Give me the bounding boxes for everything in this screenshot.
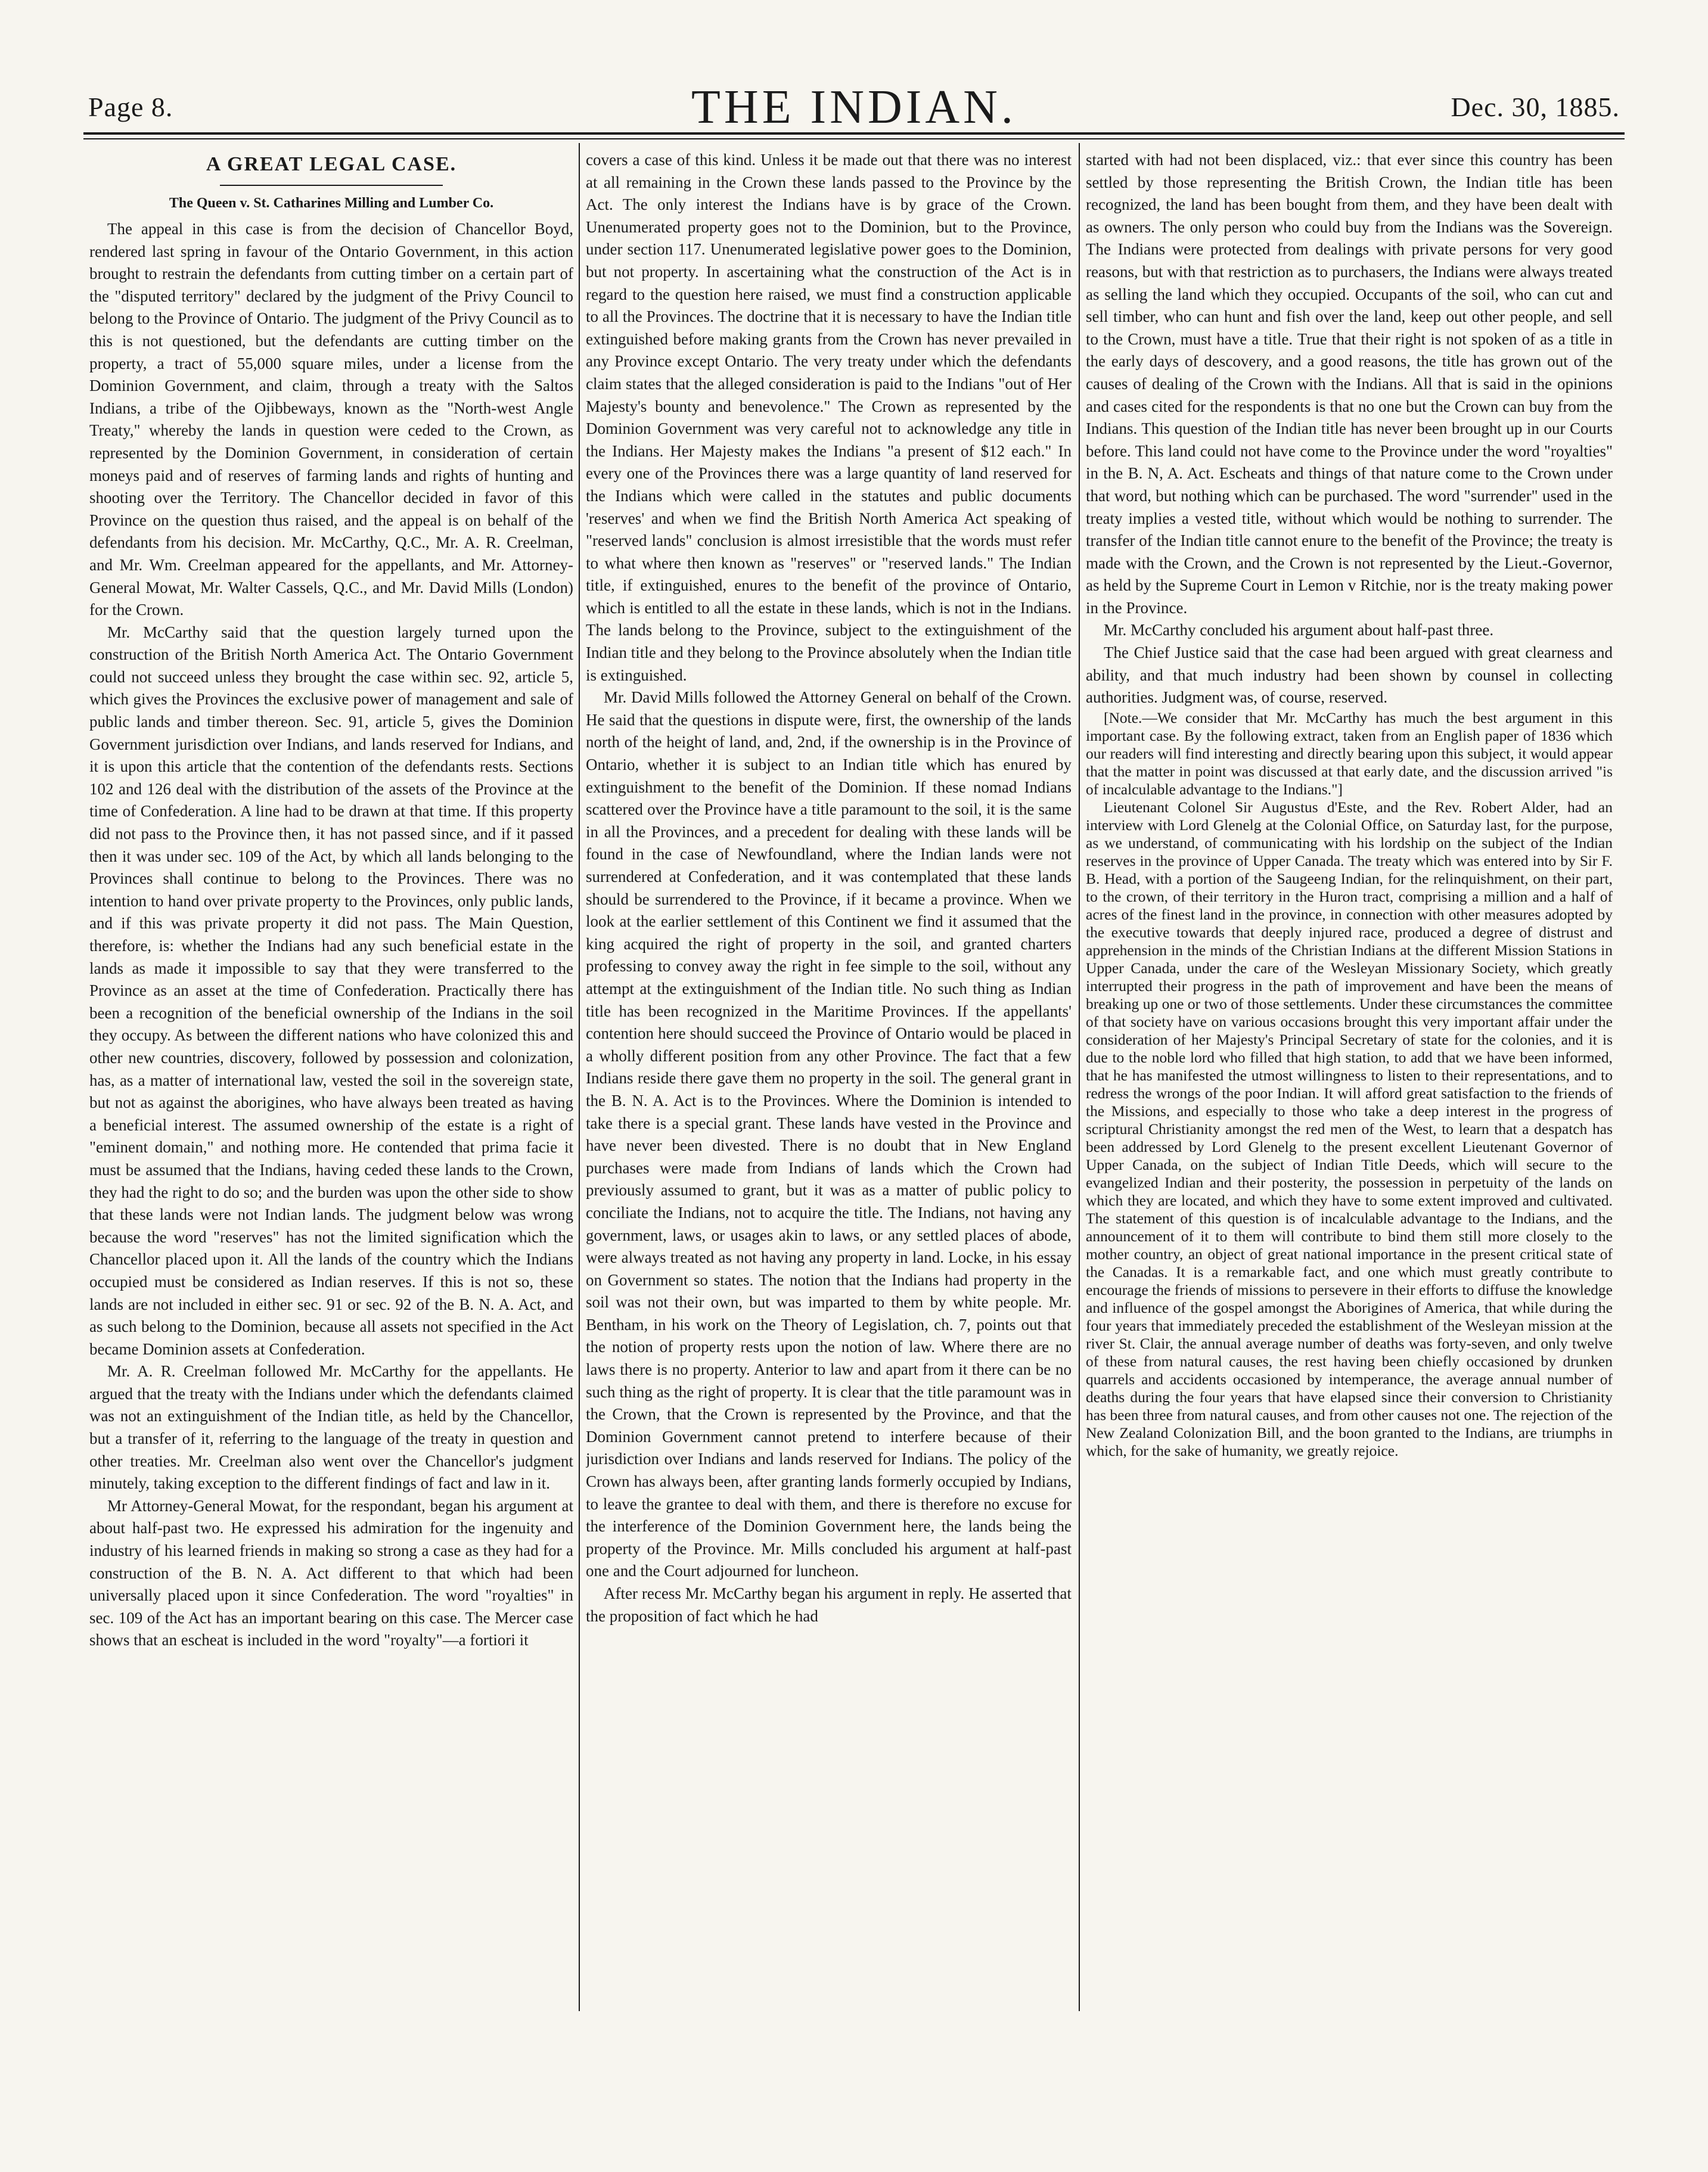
masthead-rule [83, 132, 1625, 135]
editor-note: [Note.—We consider that Mr. McCarthy has much the best argument in this important case. By the following extract, taken from an English paper of 1836 which our readers will find interesting and directly bearing upon this subject, it would appear that the matter in point was discussed at that early date, and the discussion arrived "is of incalculable advantage to the Indians."] [1086, 709, 1613, 798]
article-subhead: The Queen v. St. Catharines Milling and Lumber Co. [169, 195, 494, 211]
column-3 [1086, 149, 1613, 2002]
paragraph: After recess Mr. McCarthy began his argument in reply. He asserted that the proposition of fact which he had [586, 1584, 1072, 1625]
extract-paragraph: Lieutenant Colonel Sir Augustus d'Este, and the Rev. Robert Alder, had an interview with Lord Glenelg at the Colonial Office, on Saturday last, for the purpose, as we understand, of communicating with his lordship on the subject of the Indian reserves in the province of Upper Canada. The treaty which was entered into by Sir F. B. Head, with a portion of the Saugeeng Indian, for the relinquishment, on their part, to the crown, of their territory in the Huron tract, comprising a million and a half of acres of the finest land in the province, in connection with other measures adopted by the executive towards that deeply injured race, produced a degree of distrust and apprehension in the minds of the Christian Indians at the different Mission Stations in Upper Canada, under the care of the Wesleyan Missionary Society, which greatly interrupted their progress in the path of improvement and have been the means of breaking up one or two of those settlements. Under these circumstances the committee of that society have on various occasions brought this very important affair under the consideration of her Majesty's Principal Secretary of state for the colonies, and it is due to the noble lord who filled that high station, to add that we have been informed, that he has manifested the utmost willingness to listen to their representations, and to redress the wrongs of the poor Indian. It will afford great satisfaction to the friends of the Missions, and especially to those who take a deep interest in the progress of scriptural Christianity amongst the red men of the West, to learn that a despatch has been addressed by Lord Glenelg to the present excellent Lieutenant Governor of Upper Canada, on the subject of Indian Title Deeds, which will secure to the evangelized Indian and their posterity, the possession in perpetuity of the lands on which they are located, and which they have to some extent improved and cultivated. The statement of this question is of incalculable advantage to the Indians, and the announcement of it to them will contribute to bind them still more closely to the mother country, an object of great national importance in the present critical state of the Canadas. It is a remarkable fact, and one which must greatly contribute to encourage the friends of missions to persevere in their efforts to diffuse the knowledge and influence of the gospel amongst the Aborigines of America, that while during the four years that immediately preceded the establishment of the Wesleyan mission at the river St. Clair, the annual average number of deaths was forty-seven, and only twelve of these from natural causes, the rest having been chiefly occasioned by drunken quarrels and accidents occasioned by intemperance, the average annual number of deaths during the four years that have elapsed since their conversion to Christianity has been three from natural causes, and from other causes not one. The rejection of the New Zealand Colonization Bill, and the boon granted to the Indians, are triumphs in which, for the sake of humanity, we greatly rejoice. [1086, 798, 1613, 1459]
headline-rule [220, 185, 443, 186]
masthead-rule-thin [83, 138, 1625, 139]
paragraph: The appeal in this case is from the decision of Chancellor Boyd, rendered last spring in favour of the Ontario Government, in this action brought to restrain the defendants from cutting timber on a certain part of the "disputed territory" declared by the judgment of the Privy Council to belong to the Province of Ontario. The judgment of the Privy Council as to this is not questioned, but the defendants are cutting timber on the property, a tract of 55,000 square miles, under a license from the Dominion Government, and claim, through a treaty with the Saltos Indians, a tribe of the Ojibbeways, known as the "North-west Angle Treaty," whereby the lands in question were ceded to the Crown, as represented by the Dominion Government, in consideration of certain moneys paid and of reserves of farming lands and rights of hunting and shooting over the Territory. The Chancellor decided in favor of this Province on the question thus raised, and the appeal is on behalf of the defendants from his decision. Mr. McCarthy, Q.C., Mr. A. R. Creelman, and Mr. Wm. Creelman appeared for the appellants, and Mr. Attorney-General Mowat, Mr. Walter Cassels, Q.C., and Mr. David Mills (London) for the Crown. [89, 220, 573, 619]
masthead [83, 80, 1625, 133]
issue-date: Dec. 30, 1885. [1451, 92, 1620, 122]
paragraph: The Chief Justice said that the case had been argued with great clearness and ability, and that much industry had been shown by counsel in collecting authorities. Judgment was, of course, reserved. [1086, 644, 1613, 707]
paragraph: Mr. David Mills followed the Attorney General on behalf of the Crown. He said that the questions in dispute were, first, the ownership of the lands north of the height of land, and, 2nd, if the ownership is in the Province of Ontario, whether it is subject to an Indian title which has enured by extinguishment to the benefit of the Dominion. If these nomad Indians scattered over the Province have a title paramount to the soil, it is the same in all the Provinces, and a precedent for dealing with these lands will be found in the case of Newfoundland, where the Indian lands were not surrendered at Confederation, and it was contemplated that these lands should be surrendered to the Province, if it became a province. When we look at the earlier settlement of this Continent we find it assumed that the king acquired the right of property in the soil, and granted charters professing to convey away the right in fee simple to the soil, without any attempt at the extinguishment of the Indian title. No such thing as Indian title has been recognized in the Maritime Provinces. If the appellants' contention here should succeed the Province of Ontario would be placed in a wholly different position from any other Province. The fact that a few Indians reside there gave them no property in the soil. The general grant in the B. N. A. Act is to the Provinces. Where the Dominion is intended to take there is a special grant. These lands have vested in the Province and have never been divested. There is no doubt that in New England purchases were made from Indians of lands which the Crown had previously assumed to grant, but it was as a matter of public policy to conciliate the Indians, not to acquire the title. The Indians, not having any government, laws, or usages akin to laws, or any settled places of abode, were always treated as not having any property in land. Locke, in his essay on Government so states. The notion that the Indians had property in the soil was not their own, but was imparted to them by white people. Mr. Bentham, in his work on the Theory of Legislation, ch. 7, points out that the notion of property rests upon the notion of law. Where there are no laws there is no property. Anterior to law and apart from it there can be no such thing as the right of property. It is clear that the title paramount was in the Crown, that the Crown is represented by the Province, and that the Dominion Government cannot pretend to interfere because of their jurisdiction over Indians and lands reserved for Indians. The policy of the Crown has always been, after granting lands formerly occupied by Indians, to leave the grantee to deal with them, and there is therefore no excuse for the interference of the Dominion Government here, the lands being the property of the Province. Mr. Mills concluded his argument at half-past one and the Court adjourned for luncheon. [586, 688, 1072, 1580]
paragraph: Mr. A. R. Creelman followed Mr. McCarthy for the appellants. He argued that the treaty with the Indians under which the defendants claimed was not an extinguishment of the Indian title, as held by the Chancellor, but a transfer of it, referring to the language of the treaty in question and other treaties. Mr. Creelman also went over the Chancellor's judgment minutely, taking exception to the different findings of fact and law in it. [89, 1362, 573, 1493]
paragraph: covers a case of this kind. Unless it be made out that there was no interest at all remaining in the Crown these lands passed to the Province by the Act. The only interest the Indians have is by grace of the Crown. Unenumerated property goes not to the Dominion, but to the Province, under section 117. Unenumerated legislative power goes to the Dominion, but not property. In ascertaining what the construction of the Act is in regard to the question here raised, we must find a construction applicable to all the Provinces. The doctrine that it is necessary to have the Indian title extinguished before making grants from the Crown has never prevailed in any Province except Ontario. The very treaty under which the defendants claim states that the alleged consideration is paid to the Indians "out of Her Majesty's bounty and benevolence." The Crown as represented by the Dominion Government was very careful not to acknowledge any title in the Indians. Her Majesty makes the Indians "a present of $12 each." In every one of the Provinces there was a large quantity of land reserved for the Indians which were called in the statutes and public documents 'reserves' and when we find the British North America Act speaking of "reserved lands" conclusion is almost irresistible that the words must refer to what where then known as "reserves" or "reserved lands." The Indian title, if extinguished, enures to the benefit of the province of Ontario, which is entitled to all the estate in these lands, which is not in the Indians. The lands belong to the Province, subject to the extinguishment of the Indian title and they belong to the Province absolutely when the Indian title is extinguished. [586, 151, 1072, 684]
article-headline: A GREAT LEGAL CASE. [206, 153, 457, 175]
paragraph: Mr. McCarthy concluded his argument about half-past three. [1104, 621, 1494, 639]
newspaper-title: THE INDIAN. [691, 81, 1017, 133]
editor-note-extract [1086, 709, 1613, 1460]
column-1 [89, 149, 573, 2002]
paragraph: started with had not been displaced, viz.: that ever since this country has been settled by those representing the British Crown, the Indian title has been recognized, the land has been bought from them, and they have been dealt with as owners. The only person who could buy from the Indians was the Sovereign. The Indians were protected from dealings with private persons for very good reasons, but with that restriction as to purchasers, the Indians were always treated as selling the land which they occupied. Occupants of the soil, who can cut and sell timber, who can hunt and fish over the land, keep out other people, and sell to the Crown, must have a title. True that their right is not spoken of as a title in the early days of descovery, and a good reasons, the title has grown out of the causes of dealing of the Crown with the Indians. All that is said in the opinions and cases cited for the respondents is that no one but the Crown can buy from the Indians. This question of the Indian title has never been brought up in our Courts before. This land could not have come to the Province under the word "royalties" in the B. N, A. Act. Escheats and things of that nature come to the Crown under that word, but nothing which can be purchased. The word "surrender" used in the treaty implies a vested title, without which would be nothing to surrender. The transfer of the Indian title cannot enure to the benefit of the Province; the treaty is made with the Crown, and the Crown is not represented by the Lieut.-Governor, as held by the Supreme Court in Lemon v Ritchie, nor is the treaty making power in the Province. [1086, 151, 1613, 617]
paragraph: Mr. McCarthy said that the question largely turned upon the construction of the British North America Act. The Ontario Government could not succeed unless they brought the case within sec. 92, article 5, which gives the Provinces the exclusive power of management and sale of public lands and timber thereon. Sec. 91, article 5, gives the Dominion Government jurisdiction over Indians, and lands reserved for Indians, and it is upon this article that the contention of the defendants rests. Sections 102 and 126 deal with the distribution of the assets of the Province at the time of Confederation. A line had to be drawn at that time. If this property did not pass to the Province then, it has not passed since, and if it passed then it was under sec. 109 of the Act, by which all lands belonging to the Provinces shall continue to belong to the Provinces. There was no intention to hand over private property to the Provinces, only public lands, and if this was private property it did not pass. The Main Question, therefore, is: whether the Indians had any such beneficial estate in the lands as made it impossible to say that they were transferred to the Province as an asset at the time of Confederation. Practically there has been a recognition of the beneficial ownership of the Indians in the soil they occupy. As between the different nations who have colonized this and other new countries, discovery, followed by possession and colonization, has, as a matter of international law, vested the soil in the sovereign state, but not as against the aborigines, who have always been treated as having a beneficial interest. The assumed ownership of the estate is a right of "eminent domain," and nothing more. He contended that prima facie it must be assumed that the Indians, having ceded these lands to the Crown, they had the right to do so; and the burden was upon the other side to show that these lands were not Indian lands. The judgment below was wrong because the word "reserves" has not the limited signification which the Chancellor placed upon it. All the lands of the country which the Indians occupied must be considered as Indian reserves. If this is not so, these lands are not included in either sec. 91 or sec. 92 of the B. N. A. Act, and as such belong to the Dominion, because all assets not specified in the Act became Dominion assets at Confederation. [89, 623, 573, 1358]
column-2 [586, 149, 1072, 2002]
column-divider [579, 143, 580, 2011]
column-divider [1079, 143, 1080, 2011]
paragraph: Mr Attorney-General Mowat, for the respondant, began his argument at about half-past two. He expressed his admiration for the ingenuity and industry of his learned friends in making so strong a case as they had for a construction of the B. N. A. Act different to that which had been universally placed upon it since Confederation. The word "royalties" in sec. 109 of the Act has an important bearing on this case. The Mercer case shows that an escheat is included in the word "royalty"—a fortiori it [89, 1496, 573, 1649]
page-number: Page 8. [88, 92, 173, 122]
